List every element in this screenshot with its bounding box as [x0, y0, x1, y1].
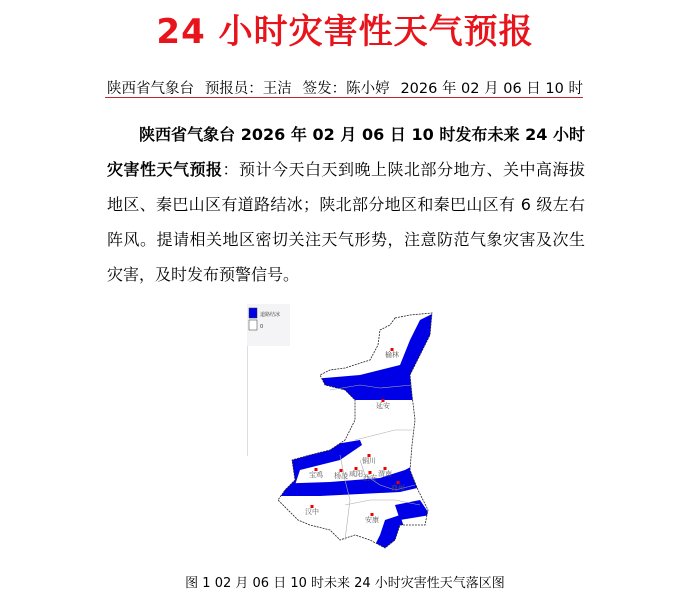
city-label: 榆林	[385, 351, 399, 359]
legend-label-none: 0	[260, 324, 264, 330]
city-label: 延安	[376, 402, 390, 410]
issuer: 签发：陈小婷	[302, 81, 390, 97]
city-label: 宝鸡	[309, 471, 323, 479]
city-label: 西安	[363, 474, 377, 482]
city-label: 咸阳	[349, 470, 363, 478]
forecaster: 预报员：王洁	[204, 81, 292, 97]
issue-datetime: 2026 年 02 月 06 日 10 时	[400, 81, 583, 97]
document-title: 24 小时灾害性天气预报	[156, 12, 534, 52]
agency: 陕西省气象台	[107, 81, 194, 97]
forecast-text: ：预计今天白天到晚上陕北部分地方、关中高海拔地区、秦巴山区有道路结冰；陕北部分地区和秦巴山区有 6 级左右阵风。提请相关地区密切关注天气形势，注意防范气象灾害及次生灾害，及时发布预警信号。	[107, 160, 585, 284]
legend-swatch-ice	[249, 308, 257, 318]
city-label: 商州	[391, 484, 405, 492]
legend-swatch-none	[249, 320, 257, 330]
city-label: 杨凌	[334, 472, 348, 480]
city-label: 汉中	[305, 508, 319, 516]
city-label: 铜川	[362, 457, 376, 465]
legend-label-ice: 道路结冰	[260, 312, 281, 318]
map-caption: 图 1 02 月 06 日 10 时未来 24 小时灾害性天气落区图	[185, 576, 505, 591]
city-label: 安康	[365, 516, 379, 524]
city-label: 渭南	[378, 470, 392, 478]
forecast-lead: 陕西省气象台 2026 年 02 月 06 日 10 时发布未来 24 小时灾害性天气预报	[107, 125, 585, 179]
